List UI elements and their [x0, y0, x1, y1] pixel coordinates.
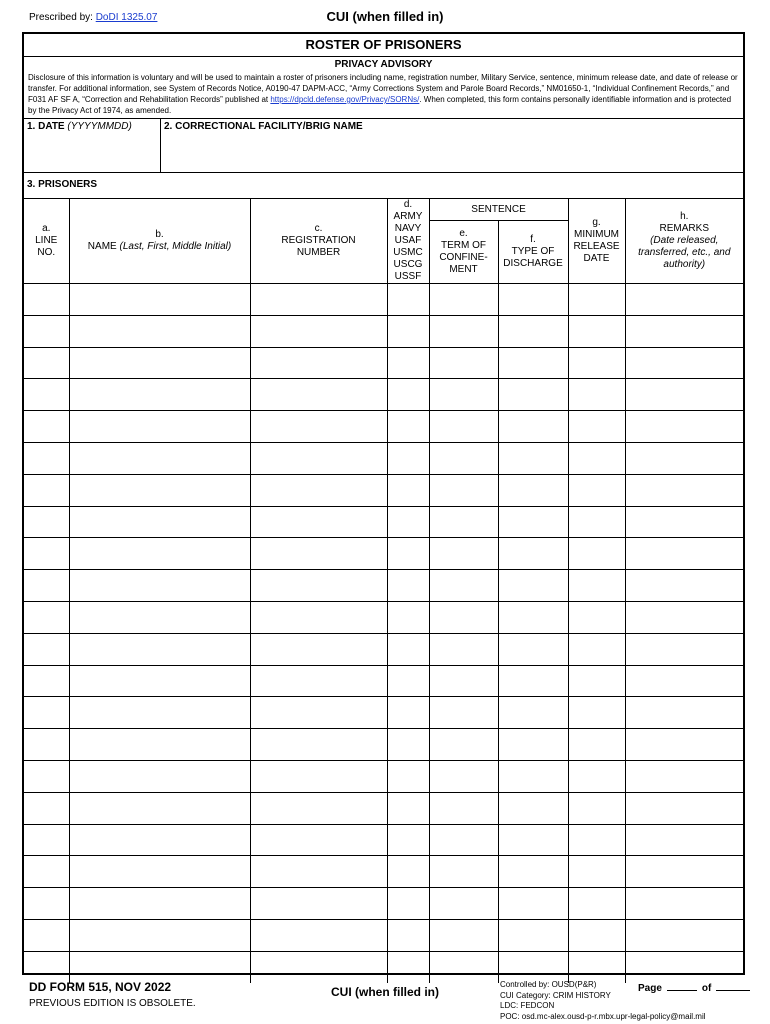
col-registration-header: c. REGISTRATION NUMBER: [250, 199, 387, 284]
discharge-cell[interactable]: [498, 538, 568, 570]
term-cell[interactable]: [429, 538, 498, 570]
privacy-advisory-title: PRIVACY ADVISORY: [334, 59, 433, 70]
min-release-cell[interactable]: [568, 665, 625, 697]
col-name-header: b. NAME (Last, First, Middle Initial): [69, 199, 250, 284]
table-row: [24, 474, 743, 506]
name-cell[interactable]: [69, 570, 250, 602]
min-release-cell[interactable]: [568, 347, 625, 379]
of-label: of: [701, 983, 712, 994]
service-cell[interactable]: [387, 538, 429, 570]
date-field-label: [24, 119, 160, 134]
remarks-cell[interactable]: [625, 315, 743, 347]
remarks-cell[interactable]: [625, 284, 743, 316]
line-no-cell[interactable]: [24, 601, 69, 633]
service-cell[interactable]: [387, 474, 429, 506]
term-cell[interactable]: [429, 792, 498, 824]
page-total-field[interactable]: [716, 990, 750, 991]
registration-cell[interactable]: [250, 856, 387, 888]
term-cell[interactable]: [429, 474, 498, 506]
table-row: [24, 411, 743, 443]
min-release-cell[interactable]: [568, 506, 625, 538]
table-row: [24, 951, 743, 982]
discharge-cell[interactable]: [498, 506, 568, 538]
cui-category: CUI Category: CRIM HISTORY: [500, 990, 611, 1000]
registration-cell[interactable]: [250, 888, 387, 920]
service-cell[interactable]: [387, 760, 429, 792]
dodi-link[interactable]: DoDI 1325.07: [95, 12, 158, 23]
service-cell[interactable]: [387, 379, 429, 411]
col-term-header: e. TERM OF CONFINE- MENT: [429, 221, 498, 284]
col-remarks-header: h. REMARKS (Date released, transferred, etc., and authority): [625, 199, 743, 284]
line-no-cell[interactable]: [24, 633, 69, 665]
name-cell[interactable]: [69, 792, 250, 824]
registration-cell[interactable]: [250, 633, 387, 665]
table-row: [24, 570, 743, 602]
registration-cell[interactable]: [250, 792, 387, 824]
sentence-header: SENTENCE: [429, 199, 568, 221]
registration-cell[interactable]: [250, 729, 387, 761]
table-row: [24, 824, 743, 856]
line-no-cell[interactable]: [24, 538, 69, 570]
min-release-cell[interactable]: [568, 474, 625, 506]
name-cell[interactable]: [69, 760, 250, 792]
min-release-cell[interactable]: [568, 411, 625, 443]
ldc: LDC: FEDCON: [500, 1001, 555, 1010]
name-cell[interactable]: [69, 506, 250, 538]
service-cell[interactable]: [387, 570, 429, 602]
table-row: [24, 856, 743, 888]
name-cell[interactable]: [69, 729, 250, 761]
page-label: Page: [638, 983, 662, 994]
date-field[interactable]: [24, 119, 161, 172]
line-no-cell[interactable]: [24, 474, 69, 506]
sorns-link[interactable]: https://dpcld.defense.gov/Privacy/SORNs/: [270, 95, 420, 104]
min-release-cell[interactable]: [568, 442, 625, 474]
discharge-cell[interactable]: [498, 474, 568, 506]
controlled-by: Controlled by: OUSD(P&R): [500, 980, 597, 989]
term-cell[interactable]: [429, 760, 498, 792]
registration-cell[interactable]: [250, 538, 387, 570]
name-cell[interactable]: [69, 315, 250, 347]
line-no-cell[interactable]: [24, 570, 69, 602]
line-no-cell[interactable]: [24, 347, 69, 379]
service-cell[interactable]: [387, 919, 429, 951]
table-row: [24, 442, 743, 474]
name-cell[interactable]: [69, 888, 250, 920]
name-cell[interactable]: [69, 411, 250, 443]
name-cell[interactable]: [69, 633, 250, 665]
registration-cell[interactable]: [250, 919, 387, 951]
term-cell[interactable]: [429, 665, 498, 697]
section-prisoners-label: 3. PRISONERS: [27, 179, 98, 190]
discharge-cell[interactable]: [498, 665, 568, 697]
line-no-cell[interactable]: [24, 506, 69, 538]
min-release-cell[interactable]: [568, 729, 625, 761]
registration-cell[interactable]: [250, 506, 387, 538]
registration-cell[interactable]: [250, 442, 387, 474]
service-cell[interactable]: [387, 411, 429, 443]
min-release-cell[interactable]: [568, 951, 625, 982]
service-cell[interactable]: [387, 284, 429, 316]
term-cell[interactable]: [429, 506, 498, 538]
table-row: [24, 729, 743, 761]
discharge-cell[interactable]: [498, 347, 568, 379]
facility-field[interactable]: [161, 119, 743, 172]
privacy-advisory-text: [28, 72, 739, 116]
term-cell[interactable]: [429, 601, 498, 633]
remarks-cell[interactable]: [625, 601, 743, 633]
name-cell[interactable]: [69, 697, 250, 729]
min-release-cell[interactable]: [568, 538, 625, 570]
poc: POC: osd.mc-alex.ousd-p-r.mbx.upr-legal-policy@mail.mil: [500, 1011, 706, 1021]
page-counter: [638, 983, 750, 994]
registration-cell[interactable]: [250, 760, 387, 792]
min-release-cell[interactable]: [568, 919, 625, 951]
discharge-cell[interactable]: [498, 601, 568, 633]
line-no-cell[interactable]: [24, 760, 69, 792]
term-cell[interactable]: [429, 284, 498, 316]
name-cell[interactable]: [69, 538, 250, 570]
discharge-cell[interactable]: [498, 888, 568, 920]
cui-marking-top: CUI (when filled in): [326, 9, 444, 24]
discharge-cell[interactable]: [498, 633, 568, 665]
registration-cell[interactable]: [250, 315, 387, 347]
cui-marking-bottom: CUI (when filled in): [331, 985, 439, 999]
min-release-cell[interactable]: [568, 697, 625, 729]
discharge-cell[interactable]: [498, 951, 568, 982]
min-release-cell[interactable]: [568, 888, 625, 920]
line-no-cell[interactable]: [24, 665, 69, 697]
term-cell[interactable]: [429, 856, 498, 888]
remarks-cell[interactable]: [625, 888, 743, 920]
term-cell[interactable]: [429, 442, 498, 474]
remarks-cell[interactable]: [625, 824, 743, 856]
term-cell[interactable]: [429, 888, 498, 920]
table-row: [24, 538, 743, 570]
form-body: [22, 32, 745, 975]
min-release-cell[interactable]: [568, 601, 625, 633]
name-cell[interactable]: [69, 951, 250, 982]
term-cell[interactable]: [429, 951, 498, 982]
name-cell[interactable]: [69, 379, 250, 411]
service-cell[interactable]: [387, 442, 429, 474]
discharge-cell[interactable]: [498, 442, 568, 474]
min-release-cell[interactable]: [568, 792, 625, 824]
privacy-text-part2: . When completed, this form contains personally identifiable information and is protected by the Privacy Act of 1974, as amended.: [28, 95, 732, 115]
date-hint: (YYYYMMDD): [67, 121, 132, 132]
remarks-cell[interactable]: [625, 411, 743, 443]
remarks-cell[interactable]: [625, 919, 743, 951]
remarks-cell[interactable]: [625, 792, 743, 824]
registration-cell[interactable]: [250, 697, 387, 729]
term-cell[interactable]: [429, 570, 498, 602]
name-cell[interactable]: [69, 442, 250, 474]
line-no-cell[interactable]: [24, 792, 69, 824]
service-cell[interactable]: [387, 729, 429, 761]
prescribed-label: Prescribed by:: [29, 12, 93, 23]
remarks-cell[interactable]: [625, 665, 743, 697]
col-discharge-header: f. TYPE OF DISCHARGE: [498, 221, 568, 284]
form-number: DD FORM 515, NOV 2022: [29, 980, 172, 994]
term-cell[interactable]: [429, 315, 498, 347]
name-cell[interactable]: [69, 284, 250, 316]
discharge-cell[interactable]: [498, 697, 568, 729]
line-no-cell[interactable]: [24, 729, 69, 761]
remarks-cell[interactable]: [625, 951, 743, 982]
table-row: [24, 284, 743, 316]
min-release-cell[interactable]: [568, 760, 625, 792]
table-row: [24, 697, 743, 729]
line-no-cell[interactable]: [24, 442, 69, 474]
registration-cell[interactable]: [250, 665, 387, 697]
service-cell[interactable]: [387, 697, 429, 729]
line-no-cell[interactable]: [24, 284, 69, 316]
name-cell[interactable]: [69, 601, 250, 633]
remarks-cell[interactable]: [625, 379, 743, 411]
registration-cell[interactable]: [250, 411, 387, 443]
remarks-cell[interactable]: [625, 856, 743, 888]
table-row: [24, 919, 743, 951]
name-cell[interactable]: [69, 856, 250, 888]
remarks-cell[interactable]: [625, 633, 743, 665]
line-no-cell[interactable]: [24, 888, 69, 920]
registration-cell[interactable]: [250, 379, 387, 411]
service-cell[interactable]: [387, 506, 429, 538]
term-cell[interactable]: [429, 729, 498, 761]
facility-field-label: 2. CORRECTIONAL FACILITY/BRIG NAME: [164, 121, 363, 132]
term-cell[interactable]: [429, 824, 498, 856]
remarks-cell[interactable]: [625, 347, 743, 379]
table-row: [24, 760, 743, 792]
previous-edition-note: PREVIOUS EDITION IS OBSOLETE.: [29, 998, 196, 1009]
header-fields-row: [24, 118, 743, 173]
registration-cell[interactable]: [250, 284, 387, 316]
service-cell[interactable]: [387, 888, 429, 920]
remarks-cell[interactable]: [625, 570, 743, 602]
term-cell[interactable]: [429, 379, 498, 411]
remarks-cell[interactable]: [625, 538, 743, 570]
discharge-cell[interactable]: [498, 792, 568, 824]
term-cell[interactable]: [429, 633, 498, 665]
name-cell[interactable]: [69, 474, 250, 506]
line-no-cell[interactable]: [24, 856, 69, 888]
service-cell[interactable]: [387, 601, 429, 633]
line-no-cell[interactable]: [24, 919, 69, 951]
min-release-cell[interactable]: [568, 315, 625, 347]
discharge-cell[interactable]: [498, 315, 568, 347]
col-line-no-header: a. LINE NO.: [24, 199, 69, 284]
service-cell[interactable]: [387, 633, 429, 665]
min-release-cell[interactable]: [568, 824, 625, 856]
service-cell[interactable]: [387, 347, 429, 379]
name-cell[interactable]: [69, 824, 250, 856]
table-row: [24, 633, 743, 665]
line-no-cell[interactable]: [24, 411, 69, 443]
page-number-field[interactable]: [667, 990, 697, 991]
date-label: 1. DATE: [27, 121, 65, 132]
privacy-text-part1: Disclosure of this information is voluntary and will be used to maintain a roster of prisoners including name, registration number, Military Service, sentence, minimum release date, and date of release or transfer. For additional information, see System of Records Notice, A0190-47 DAPM-ACC, “Army Corrections System and Parole Board Records,” NM01650-1, “Individual Confinement Records,” and F031 AF SF A, “Correction and Rehabilitation Records” published at: [28, 73, 738, 104]
table-row: [24, 888, 743, 920]
table-row: [24, 506, 743, 538]
discharge-cell[interactable]: [498, 379, 568, 411]
min-release-cell[interactable]: [568, 570, 625, 602]
remarks-cell[interactable]: [625, 474, 743, 506]
service-cell[interactable]: [387, 665, 429, 697]
discharge-cell[interactable]: [498, 411, 568, 443]
col-service-header: d. ARMY NAVY USAF USMC USCG USSF: [387, 199, 429, 284]
service-cell[interactable]: [387, 856, 429, 888]
min-release-cell[interactable]: [568, 284, 625, 316]
line-no-cell[interactable]: [24, 951, 69, 982]
table-row: [24, 379, 743, 411]
table-row: [24, 601, 743, 633]
prisoners-rows: [24, 284, 743, 983]
min-release-cell[interactable]: [568, 633, 625, 665]
registration-cell[interactable]: [250, 347, 387, 379]
term-cell[interactable]: [429, 919, 498, 951]
table-row: [24, 792, 743, 824]
remarks-cell[interactable]: [625, 697, 743, 729]
table-row: [24, 315, 743, 347]
discharge-cell[interactable]: [498, 284, 568, 316]
service-cell[interactable]: [387, 824, 429, 856]
table-row: [24, 347, 743, 379]
discharge-cell[interactable]: [498, 760, 568, 792]
registration-cell[interactable]: [250, 570, 387, 602]
term-cell[interactable]: [429, 697, 498, 729]
term-cell[interactable]: [429, 347, 498, 379]
table-row: [24, 665, 743, 697]
discharge-cell[interactable]: [498, 570, 568, 602]
name-cell[interactable]: [69, 347, 250, 379]
remarks-cell[interactable]: [625, 442, 743, 474]
min-release-cell[interactable]: [568, 856, 625, 888]
term-cell[interactable]: [429, 411, 498, 443]
registration-cell[interactable]: [250, 474, 387, 506]
line-no-cell[interactable]: [24, 824, 69, 856]
line-no-cell[interactable]: [24, 697, 69, 729]
discharge-cell[interactable]: [498, 824, 568, 856]
registration-cell[interactable]: [250, 824, 387, 856]
line-no-cell[interactable]: [24, 379, 69, 411]
service-cell[interactable]: [387, 951, 429, 982]
service-cell[interactable]: [387, 315, 429, 347]
name-cell[interactable]: [69, 919, 250, 951]
prisoners-table: [24, 198, 743, 983]
discharge-cell[interactable]: [498, 919, 568, 951]
line-no-cell[interactable]: [24, 315, 69, 347]
name-cell[interactable]: [69, 665, 250, 697]
discharge-cell[interactable]: [498, 729, 568, 761]
min-release-cell[interactable]: [568, 379, 625, 411]
service-cell[interactable]: [387, 792, 429, 824]
registration-cell[interactable]: [250, 601, 387, 633]
discharge-cell[interactable]: [498, 856, 568, 888]
registration-cell[interactable]: [250, 951, 387, 982]
remarks-cell[interactable]: [625, 506, 743, 538]
col-min-release-header: g. MINIMUM RELEASE DATE: [568, 199, 625, 284]
remarks-cell[interactable]: [625, 729, 743, 761]
remarks-cell[interactable]: [625, 760, 743, 792]
form-title: ROSTER OF PRISONERS: [24, 34, 743, 57]
